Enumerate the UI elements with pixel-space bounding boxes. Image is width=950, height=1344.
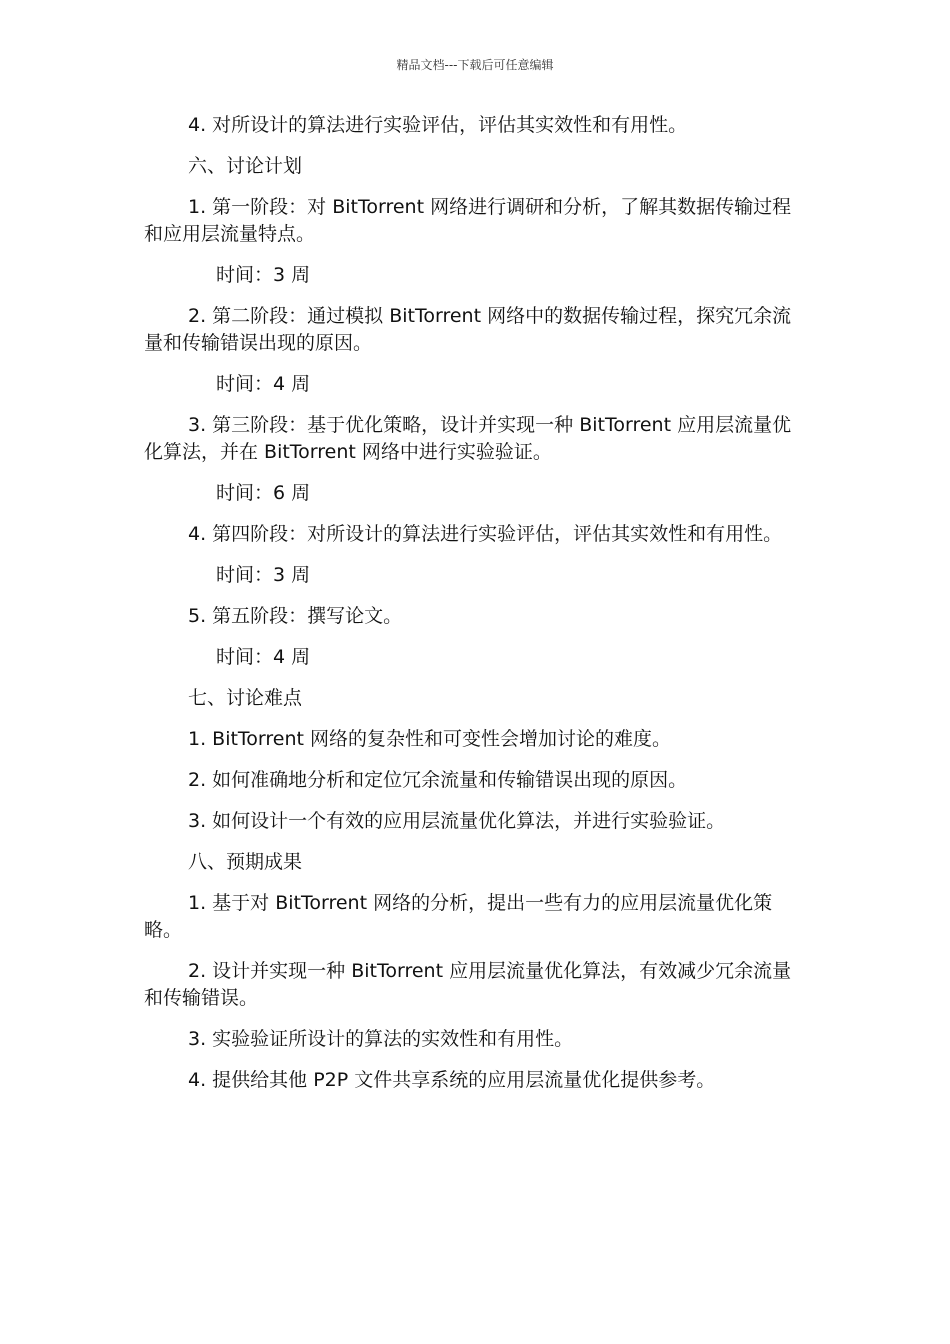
list-item: 4. 第四阶段：对所设计的算法进行实验评估，评估其实效性和有用性。	[188, 523, 783, 545]
time-line: 时间：4 周	[216, 646, 311, 668]
section-heading-plan: 六、讨论计划	[188, 155, 303, 177]
list-item: 4. 对所设计的算法进行实验评估，评估其实效性和有用性。	[188, 114, 688, 136]
list-item: 3. 如何设计一个有效的应用层流量优化算法，并进行实验验证。	[188, 810, 726, 832]
time-line: 时间：4 周	[216, 373, 311, 395]
page-header: 精品文档---下载后可任意编辑	[396, 58, 554, 72]
list-item: 5. 第五阶段：撰写论文。	[188, 605, 403, 627]
list-item: 2. 第二阶段：通过模拟 BitTorrent 网络中的数据传输过程，探究冗余流量和传输错误出现的原因。	[144, 305, 792, 354]
list-item: 1. 基于对 BitTorrent 网络的分析，提出一些有力的应用层流量优化策略。	[144, 892, 773, 941]
list-item: 3. 实验验证所设计的算法的实效性和有用性。	[188, 1028, 574, 1050]
section-heading-outcomes: 八、预期成果	[188, 851, 303, 873]
list-item: 3. 第三阶段：基于优化策略，设计并实现一种 BitTorrent 应用层流量优化算法，并在 BitTorrent 网络中进行实验验证。	[144, 414, 792, 463]
list-item: 1. 第一阶段：对 BitTorrent 网络进行调研和分析，了解其数据传输过程和应用层流量特点。	[144, 196, 792, 245]
list-item: 4. 提供给其他 P2P 文件共享系统的应用层流量优化提供参考。	[188, 1069, 716, 1091]
list-item: 2. 设计并实现一种 BitTorrent 应用层流量优化算法，有效减少冗余流量和传输错误。	[144, 960, 792, 1009]
list-item: 2. 如何准确地分析和定位冗余流量和传输错误出现的原因。	[188, 769, 688, 791]
list-item: 1. BitTorrent 网络的复杂性和可变性会增加讨论的难度。	[188, 728, 672, 750]
document-body	[144, 112, 808, 1108]
time-line: 时间：3 周	[216, 564, 311, 586]
time-line: 时间：3 周	[216, 264, 311, 286]
time-line: 时间：6 周	[216, 482, 311, 504]
section-heading-difficulties: 七、讨论难点	[188, 687, 303, 709]
